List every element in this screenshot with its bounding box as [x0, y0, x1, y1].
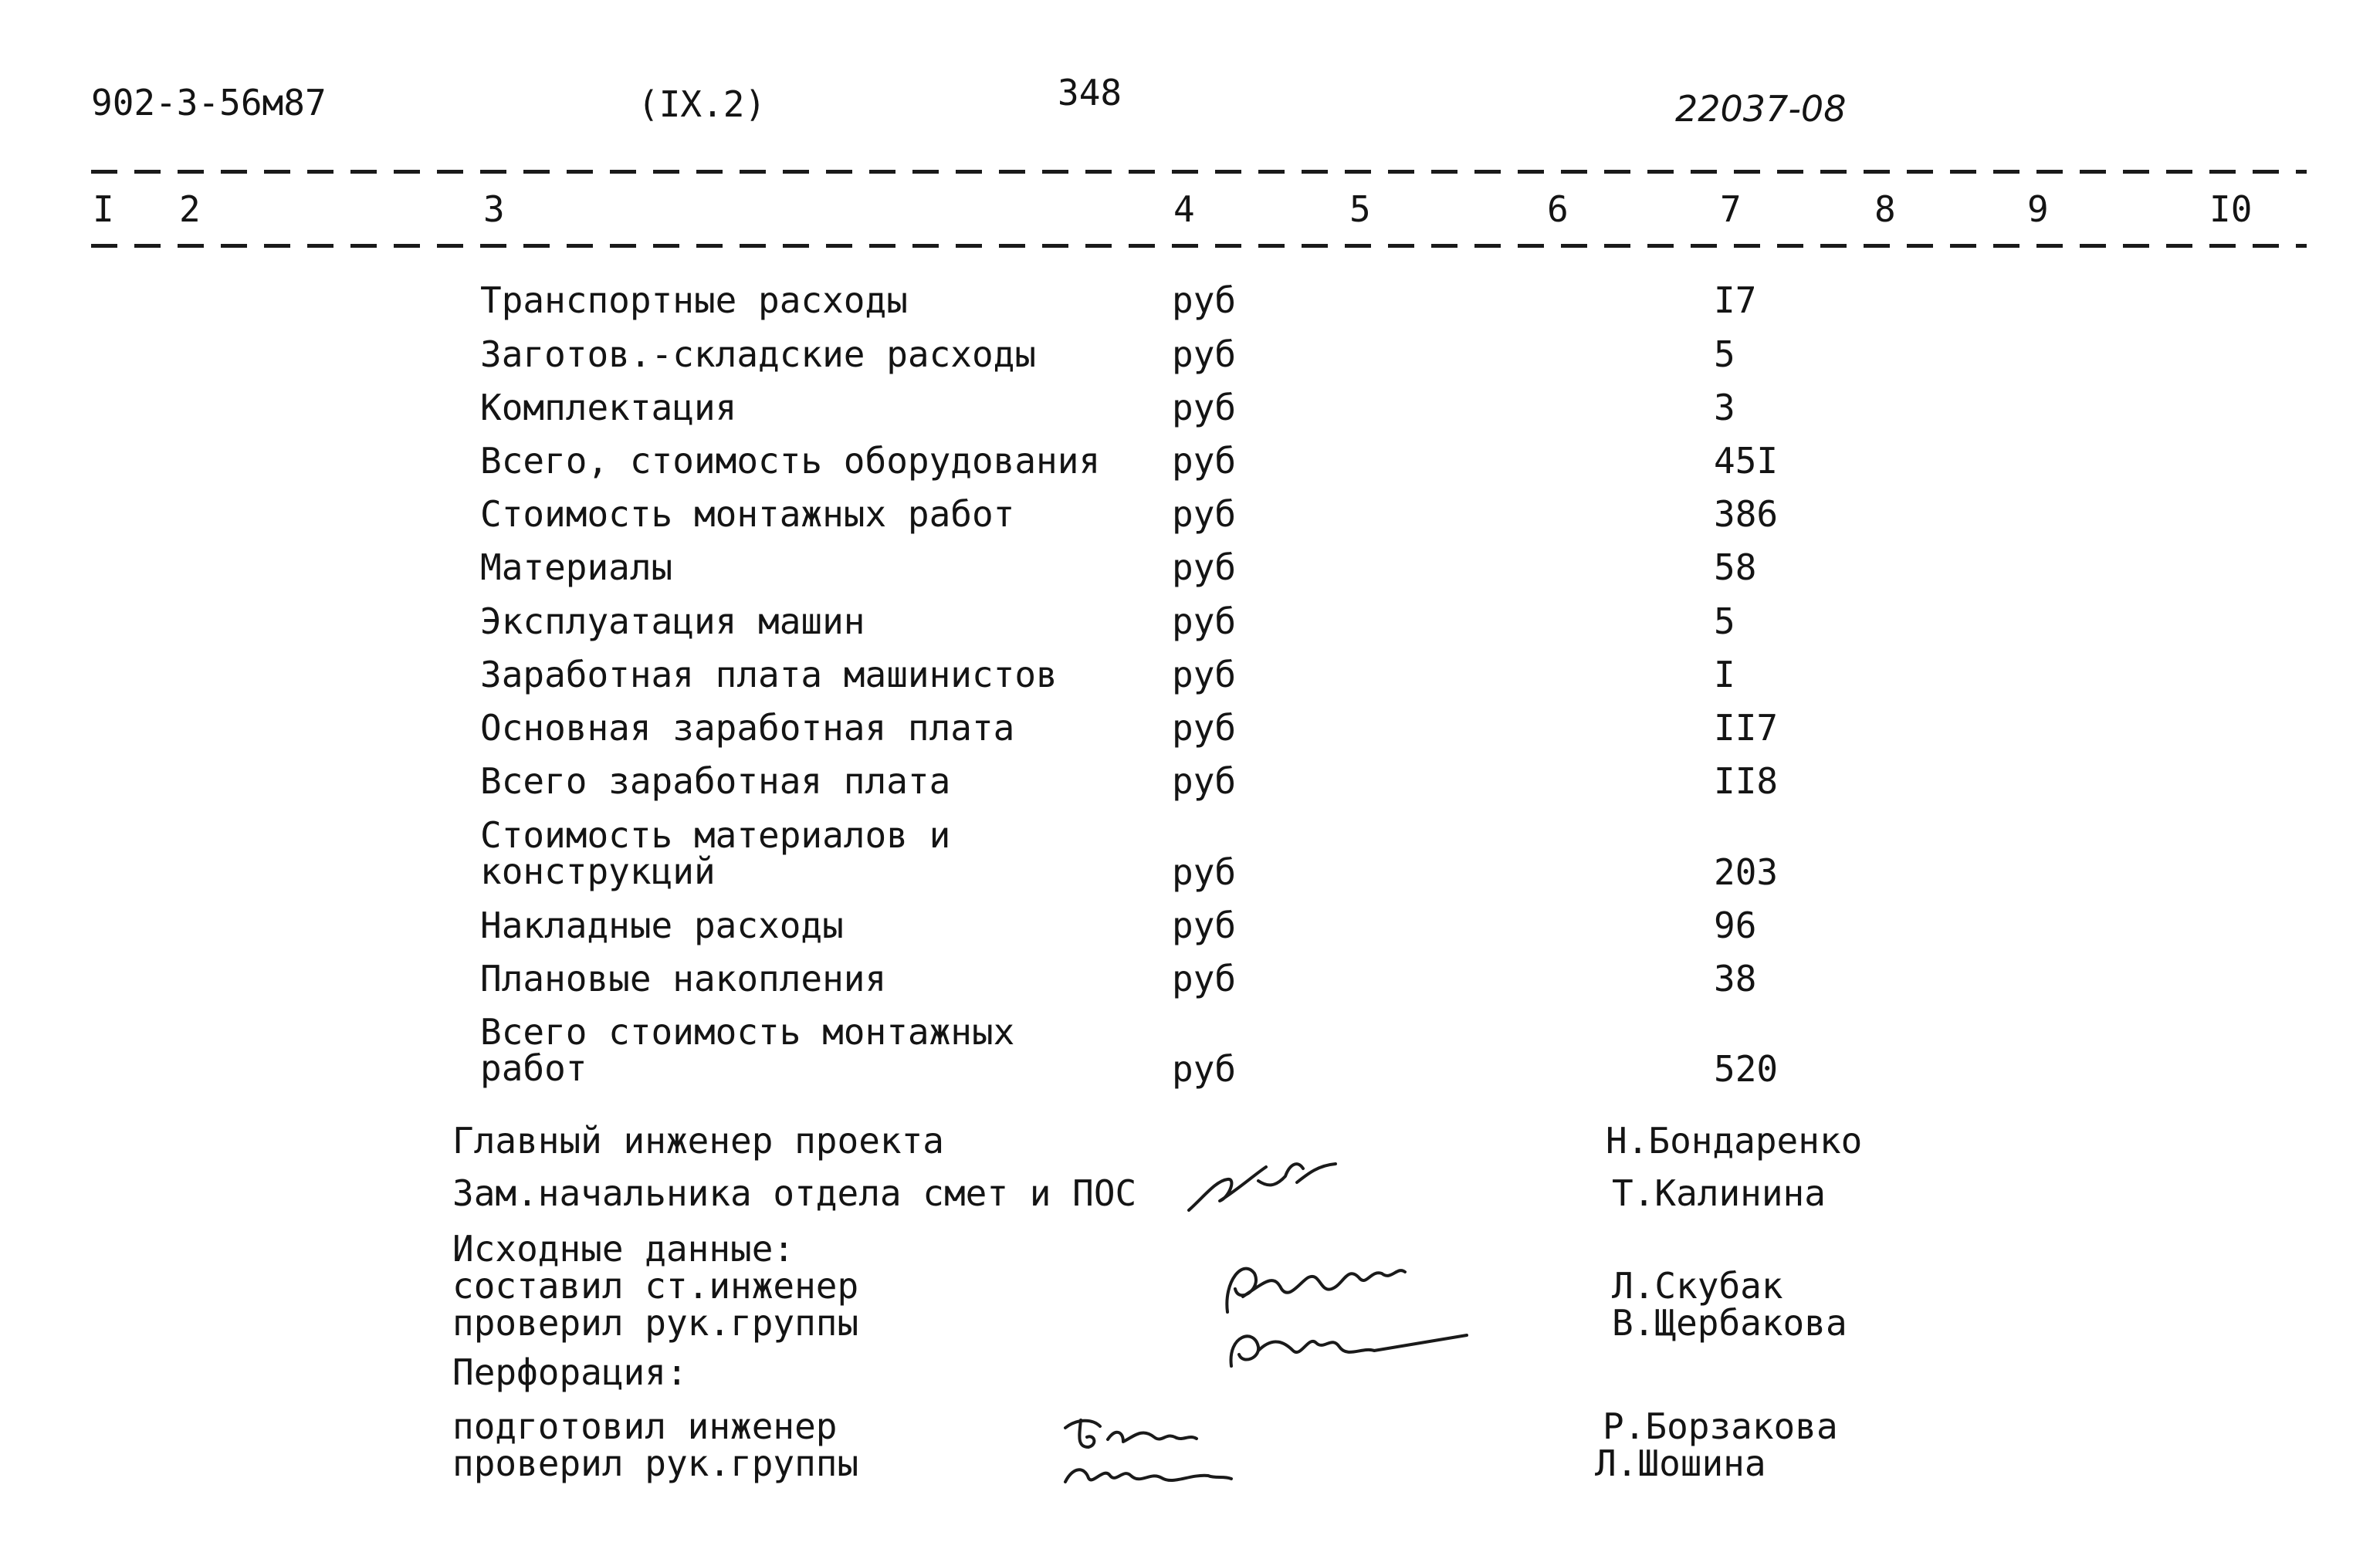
section-code: (IX.2) — [638, 83, 767, 125]
row-unit: руб — [1172, 654, 1237, 695]
row-unit: руб — [1172, 333, 1237, 375]
table-row — [0, 493, 2380, 535]
column-number: 9 — [2027, 188, 2049, 230]
column-number: 7 — [1720, 188, 1742, 230]
column-number: I0 — [2209, 188, 2253, 230]
signature-mark-deputy — [1181, 1150, 1351, 1219]
row-unit: руб — [1172, 600, 1237, 642]
column-number: 3 — [483, 188, 505, 230]
archive-number: 22037-08 — [1675, 88, 1847, 130]
signature-mark-compiled — [1212, 1235, 1474, 1382]
column-number: 4 — [1173, 188, 1195, 230]
row-name: Материалы — [480, 546, 673, 588]
row-name: Эксплуатация машин — [480, 600, 865, 642]
row-value: 96 — [1714, 905, 1757, 946]
row-unit: руб — [1172, 905, 1237, 946]
source-data-label: Исходные данные: — [452, 1228, 795, 1270]
row-name: Всего заработная плата — [480, 760, 951, 802]
checked-label: проверил рук.группы — [452, 1302, 859, 1344]
checked-name: В.Щербакова — [1612, 1302, 1847, 1344]
row-unit: руб — [1172, 493, 1237, 535]
row-unit: руб — [1172, 440, 1237, 482]
row-name: Комплектация — [480, 387, 737, 428]
deputy-name: Т.Калинина — [1612, 1172, 1826, 1214]
row-name: Стоимость материалов и конструкций — [480, 814, 951, 892]
document-code: 902-3-56м87 — [91, 82, 327, 123]
row-value: 45I — [1714, 440, 1779, 482]
table-row — [0, 440, 2380, 482]
row-value: II7 — [1714, 707, 1779, 749]
perforation-label: Перфорация: — [452, 1351, 688, 1393]
row-value: 5 — [1714, 333, 1735, 375]
row-name: Накладные расходы — [480, 905, 844, 946]
compiled-name: Л.Скубак — [1612, 1265, 1783, 1307]
table-row — [0, 279, 2380, 321]
row-unit: руб — [1172, 1048, 1237, 1090]
row-unit: руб — [1172, 546, 1237, 588]
deputy-label: Зам.начальника отдела смет и ПОС — [452, 1172, 1137, 1214]
row-value: I — [1714, 654, 1735, 695]
row-unit: руб — [1172, 958, 1237, 999]
row-name: Плановые накопления — [480, 958, 887, 999]
row-value: 386 — [1714, 493, 1779, 535]
row-value: II8 — [1714, 760, 1779, 802]
row-name: Транспортные расходы — [480, 279, 908, 321]
row-unit: руб — [1172, 851, 1237, 893]
row-unit: руб — [1172, 707, 1237, 749]
page-number: 348 — [1058, 72, 1122, 113]
row-value: 38 — [1714, 958, 1757, 999]
row-unit: руб — [1172, 387, 1237, 428]
column-number: 6 — [1547, 188, 1569, 230]
checked2-label: проверил рук.группы — [452, 1442, 859, 1484]
prepared-label: подготовил инженер — [452, 1405, 838, 1447]
signature-mark-prepared — [1050, 1405, 1251, 1497]
row-name: Всего, стоимость оборудования — [480, 440, 1101, 482]
chief-engineer-label: Главный инженер проекта — [452, 1120, 944, 1162]
table-row — [0, 760, 2380, 802]
row-unit: руб — [1172, 279, 1237, 321]
row-value: 3 — [1714, 387, 1735, 428]
row-value: I7 — [1714, 279, 1757, 321]
column-number: 2 — [179, 188, 201, 230]
chief-engineer-name: Н.Бондаренко — [1606, 1120, 1863, 1162]
checked2-name: Л.Шошина — [1595, 1442, 1766, 1484]
column-number: 5 — [1349, 188, 1371, 230]
table-row — [0, 958, 2380, 999]
row-name: Заработная плата машинистов — [480, 654, 1058, 695]
prepared-name: Р.Борзакова — [1603, 1405, 1838, 1447]
table-row — [0, 387, 2380, 428]
table-row — [0, 814, 2380, 893]
row-name: Стоимость монтажных работ — [480, 493, 1015, 535]
row-unit: руб — [1172, 760, 1237, 802]
column-number: 8 — [1874, 188, 1896, 230]
top-dash-line — [91, 170, 2307, 174]
table-row — [0, 1011, 2380, 1090]
row-name: Всего стоимость монтажных работ — [480, 1011, 1015, 1089]
table-row — [0, 707, 2380, 749]
row-name: Заготов.-складские расходы — [480, 333, 1037, 375]
row-value: 5 — [1714, 600, 1735, 642]
row-value: 58 — [1714, 546, 1757, 588]
row-value: 520 — [1714, 1048, 1779, 1090]
table-row — [0, 654, 2380, 695]
row-value: 203 — [1714, 851, 1779, 893]
row-name: Основная заработная плата — [480, 707, 1015, 749]
column-number: I — [93, 188, 114, 230]
compiled-label: составил ст.инженер — [452, 1265, 859, 1307]
bottom-dash-line — [91, 244, 2307, 248]
